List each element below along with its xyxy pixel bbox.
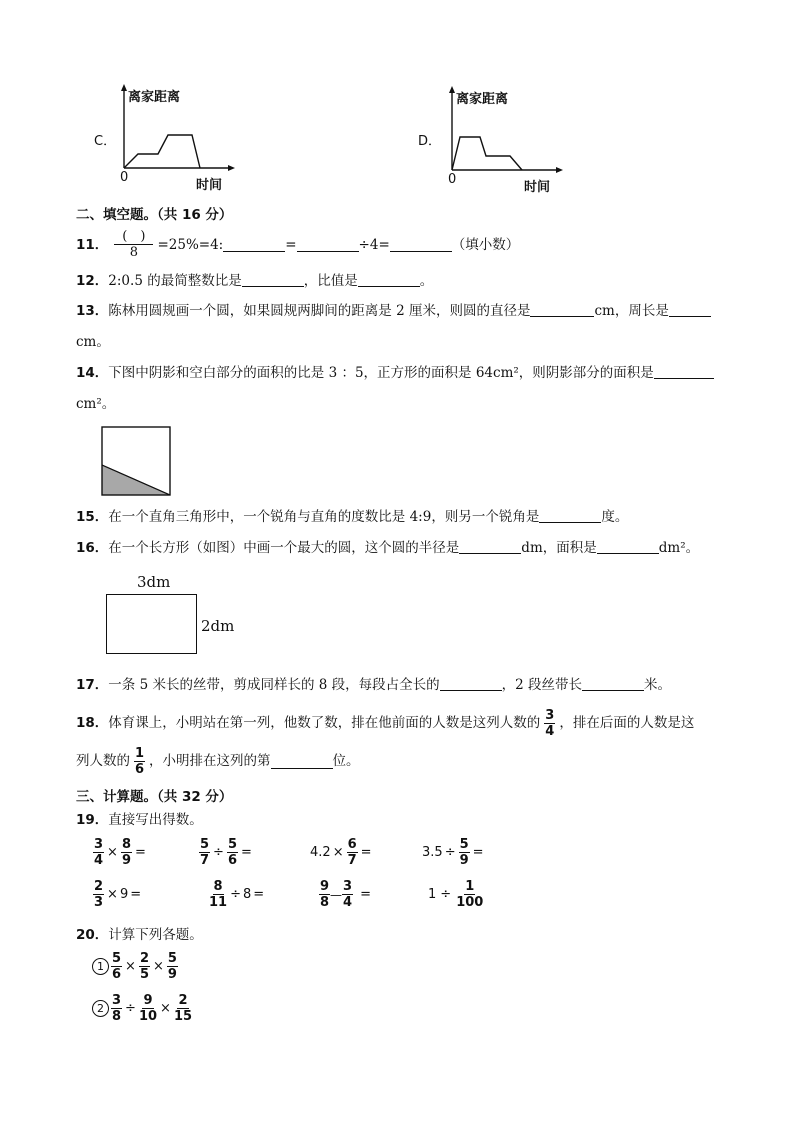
q15-blank-1[interactable]	[539, 508, 601, 523]
fraction-numerator: 1	[135, 745, 145, 761]
question-13-cont: cm。	[76, 334, 110, 350]
fraction-numerator: 9	[320, 879, 330, 894]
fraction-numerator: 5	[227, 837, 237, 852]
math-token: ×	[153, 959, 164, 974]
q20-mark-2: 2	[92, 1000, 109, 1017]
fraction	[167, 952, 178, 981]
math-token: ×	[107, 845, 118, 860]
question-16: 16．在一个长方形（如图）中画一个最大的圆，这个圆的半径是 dm，面积是 dm²。	[76, 540, 700, 556]
q19-item-5	[92, 880, 143, 909]
fraction-numerator: 9	[143, 993, 153, 1008]
q17-blank-1[interactable]	[440, 676, 502, 691]
fraction	[342, 880, 353, 909]
fraction	[199, 838, 210, 867]
fraction	[93, 838, 104, 867]
fraction	[347, 838, 358, 867]
fraction-denominator: 8	[129, 245, 139, 260]
fraction	[139, 994, 157, 1023]
fraction-denominator: 6	[227, 853, 237, 868]
fraction-numerator: 8	[121, 837, 131, 852]
q13-number: 13．	[76, 303, 109, 319]
fraction-numerator: 3	[545, 707, 555, 723]
fraction-denominator: 10	[138, 1009, 158, 1024]
math-token: =	[135, 845, 146, 860]
fraction-numerator: 5	[459, 837, 469, 852]
fraction-denominator: 9	[121, 853, 131, 868]
fraction	[93, 880, 104, 909]
q18-fraction-2	[134, 747, 145, 776]
math-token: ÷	[440, 887, 452, 902]
q19-item-3	[310, 838, 374, 867]
q11-number: 11．	[76, 236, 109, 253]
q14-square-figure	[100, 425, 174, 497]
fraction-numerator: 5	[200, 837, 210, 852]
fraction	[456, 880, 483, 909]
option-d-xlabel: 时间	[524, 180, 551, 195]
math-token: —	[330, 887, 343, 902]
q20-expression-1	[92, 952, 179, 981]
math-token: =	[241, 845, 252, 860]
fraction-denominator: 7	[200, 853, 210, 868]
q16-number: 16．	[76, 540, 109, 556]
fraction-numerator: ( )	[114, 230, 153, 245]
fraction-numerator: 1	[465, 879, 475, 894]
fraction-denominator: 3	[94, 895, 104, 910]
option-d-origin: 0	[448, 172, 457, 187]
fraction-numerator: 5	[112, 951, 122, 966]
option-c-xlabel: 时间	[196, 178, 223, 193]
q20-number: 20．	[76, 927, 109, 943]
fraction	[111, 952, 122, 981]
fraction-denominator: 4	[545, 723, 555, 739]
q19-item-2	[198, 838, 254, 867]
fraction-denominator: 4	[343, 895, 353, 910]
q19-number: 19．	[76, 812, 109, 828]
fraction	[227, 838, 238, 867]
fraction-numerator: 3	[343, 879, 353, 894]
q13-blank-2[interactable]	[669, 302, 711, 317]
fraction-numerator: 6	[347, 837, 357, 852]
question-15: 15．在一个直角三角形中，一个锐角与直角的度数比是 4:9，则另一个锐角是 度。	[76, 509, 629, 525]
fraction-numerator: 3	[94, 837, 104, 852]
math-token: =	[360, 845, 372, 860]
q19-item-6	[208, 880, 266, 909]
fraction-denominator: 11	[209, 895, 228, 910]
question-19: 19．直接写出得数。	[76, 812, 203, 828]
question-18-cont: 列人数的 $\frac{1}{6}$ ，小明排在这列的第 位。	[76, 745, 360, 777]
fraction	[209, 880, 227, 909]
option-d-ylabel: 离家距离	[456, 92, 509, 107]
math-token: ×	[125, 959, 136, 974]
q12-blank-1[interactable]	[242, 272, 304, 287]
q18-fraction-1	[544, 709, 555, 738]
fraction-numerator: 5	[167, 951, 177, 966]
fraction-denominator: 100	[456, 895, 484, 910]
question-11: 11． $\frac{( )}{8}$ =25%=4: = ÷4= （填小数）	[76, 229, 520, 260]
math-token: ÷	[125, 1001, 136, 1016]
fraction	[319, 880, 330, 909]
fraction	[174, 994, 192, 1023]
q14-blank-1[interactable]	[654, 364, 714, 379]
q14-number: 14．	[76, 365, 109, 381]
q11-blank-1[interactable]	[223, 237, 285, 252]
math-token: 3.5	[422, 845, 443, 860]
q12-number: 12．	[76, 273, 109, 289]
question-14-cont: cm²。	[76, 396, 116, 412]
math-token: =	[360, 887, 371, 902]
question-14: 14．下图中阴影和空白部分的面积的比是 3 ：5，正方形的面积是 64cm²，则阴影部分的面积是	[76, 364, 714, 382]
math-token: =	[472, 845, 484, 860]
q13-blank-1[interactable]	[530, 302, 594, 317]
q12-blank-2[interactable]	[358, 272, 420, 287]
option-d	[418, 84, 568, 194]
question-12: 12．2:0.5 的最简整数比是 ，比值是 。	[76, 273, 434, 289]
fraction	[139, 952, 150, 981]
question-18: 18． 体育课上，小明站在第一列，他数了数，排在他前面的人数是这列人数的 $\frac{3}{4}$ ，排在后面的人数是这	[76, 707, 695, 739]
fraction-denominator: 4	[94, 853, 104, 868]
q20-expression-2	[92, 994, 193, 1023]
fraction-numerator: 2	[94, 879, 104, 894]
q16-rectangle	[106, 594, 197, 654]
fraction-denominator: 15	[173, 1009, 193, 1024]
fraction-denominator: 6	[112, 967, 122, 982]
option-c	[92, 82, 242, 192]
option-c-origin: 0	[120, 170, 129, 185]
q16-blank-1[interactable]	[459, 539, 521, 554]
option-c-ylabel: 离家距离	[128, 90, 181, 105]
math-token: ÷	[213, 845, 224, 860]
math-token: ÷	[444, 845, 456, 860]
q17-number: 17．	[76, 677, 109, 693]
option-d-label: D．	[418, 134, 442, 149]
q16-blank-2[interactable]	[597, 539, 659, 554]
section-3-title: 三、计算题。（共 32 分）	[76, 789, 233, 805]
math-token: ÷	[230, 887, 241, 902]
math-token: =	[253, 887, 265, 902]
fraction-numerator: 3	[112, 993, 122, 1008]
math-token: ×	[107, 887, 118, 902]
q11-blank-2[interactable]	[297, 237, 359, 252]
math-token: 4.2	[310, 845, 331, 860]
fraction-numerator: 2	[178, 993, 188, 1008]
fraction-denominator: 6	[135, 761, 145, 777]
fraction-denominator: 8	[112, 1009, 122, 1024]
fraction	[121, 838, 132, 867]
q15-number: 15．	[76, 509, 109, 525]
math-token: =	[130, 887, 142, 902]
fraction-denominator: 7	[347, 853, 357, 868]
q17-blank-2[interactable]	[582, 676, 644, 691]
q16-width-label: 3dm	[137, 573, 171, 591]
fraction	[111, 994, 122, 1023]
q20-mark-1: 1	[92, 958, 109, 975]
q18-blank-1[interactable]	[271, 754, 333, 769]
math-token: 1	[428, 887, 437, 902]
question-17: 17．一条 5 米长的丝带，剪成同样长的 8 段，每段占全长的 ，2 段丝带长 米。	[76, 677, 672, 693]
q19-item-1	[92, 838, 148, 867]
math-token: 8	[243, 887, 252, 902]
section-2-title: 二、填空题。（共 16 分）	[76, 207, 233, 223]
q11-fraction	[114, 230, 153, 259]
option-c-label: C．	[94, 134, 117, 149]
q19-item-7	[318, 880, 373, 909]
question-20: 20．计算下列各题。	[76, 927, 203, 943]
fraction-numerator: 2	[139, 951, 149, 966]
math-token: 9	[119, 887, 129, 902]
math-token: ×	[160, 1001, 171, 1016]
q19-item-8	[428, 880, 484, 909]
fraction-denominator: 5	[139, 967, 149, 982]
math-token: ×	[332, 845, 344, 860]
q16-height-label: 2dm	[201, 617, 235, 635]
fraction-denominator: 8	[320, 895, 330, 910]
fraction-numerator: 8	[213, 879, 223, 894]
q19-item-4	[422, 838, 486, 867]
fraction-denominator: 9	[167, 967, 177, 982]
q11-blank-3[interactable]	[390, 237, 452, 252]
fraction	[459, 838, 470, 867]
fraction-denominator: 9	[459, 853, 469, 868]
question-13: 13．陈林用圆规画一个圆，如果圆规两脚间的距离是 2 厘米，则圆的直径是 cm，周长是	[76, 302, 711, 320]
q18-number: 18．	[76, 715, 109, 731]
